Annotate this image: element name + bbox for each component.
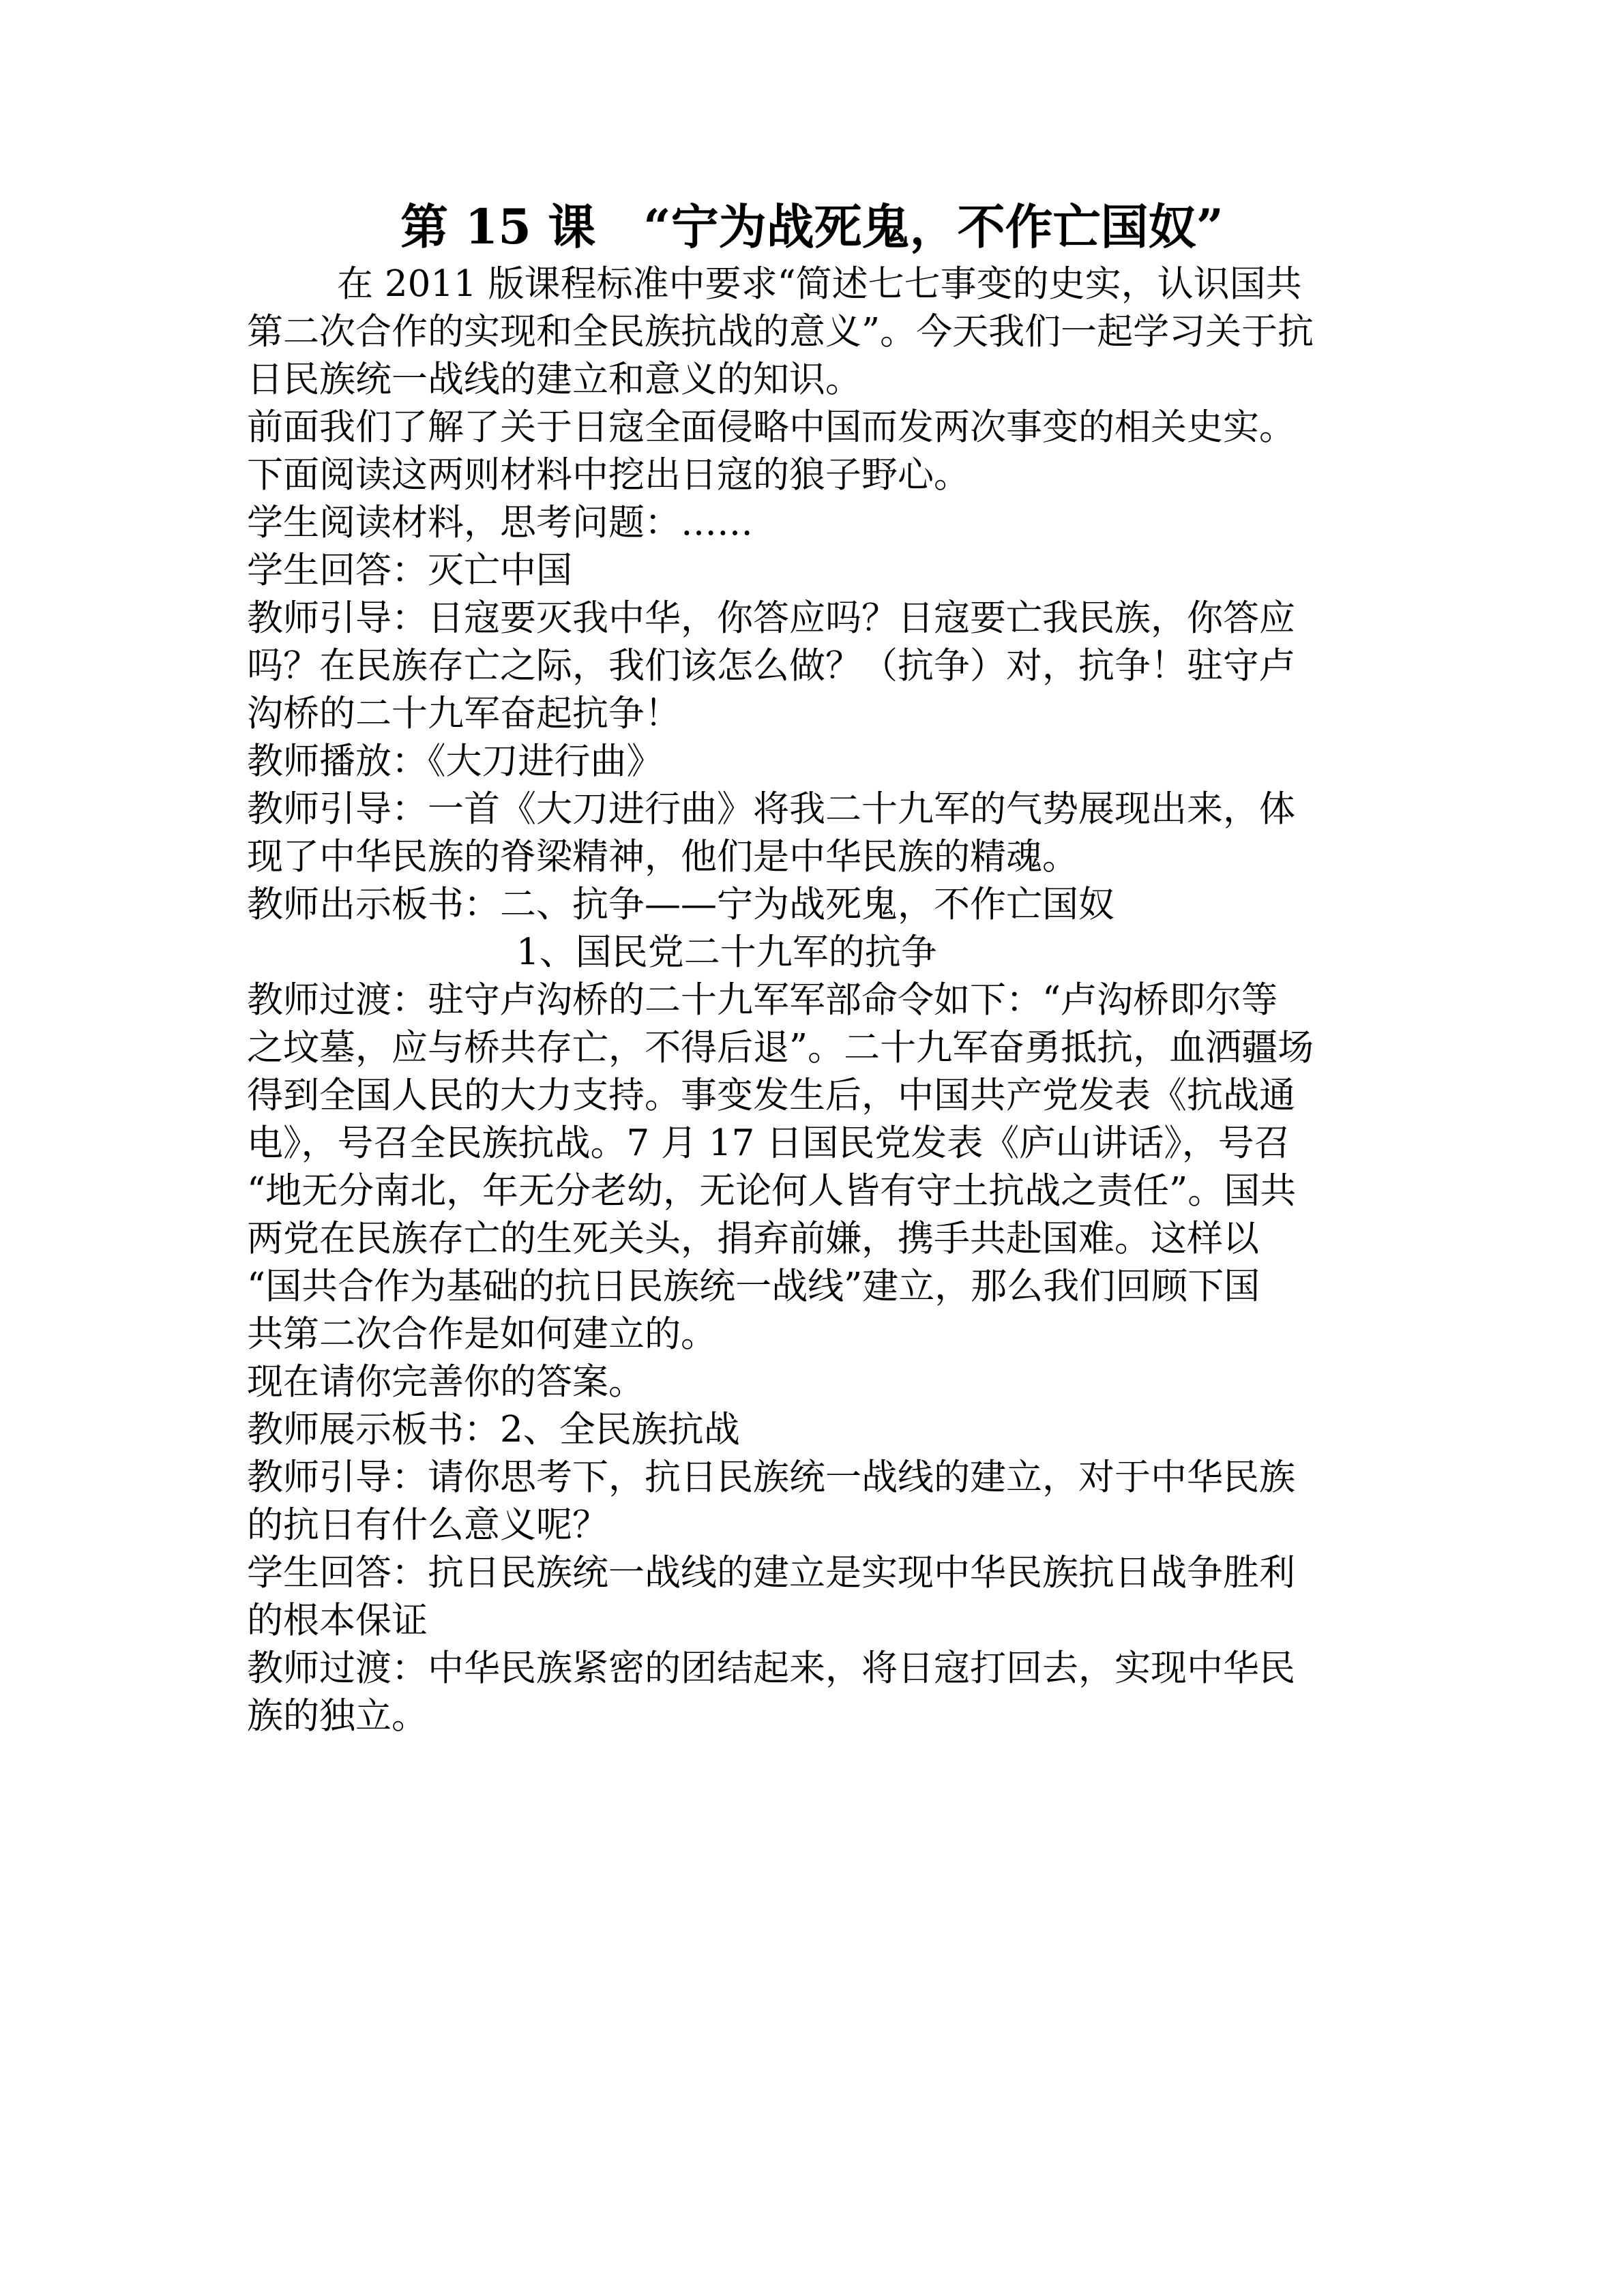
text-line: 教师过渡：驻守卢沟桥的二十九军军部命令如下：“卢沟桥即尔等 [247, 979, 1278, 1021]
text-line: 学生回答：灭亡中国 [247, 550, 572, 591]
text-line: 的抗日有什么意义呢？ [247, 1504, 608, 1546]
text-line: 得到全国人民的大力支持。事变发生后，中国共产党发表《抗战通 [247, 1075, 1295, 1116]
text-line: 教师出示板书：二、抗争——宁为战死鬼，不作亡国奴 [247, 884, 1114, 925]
text-line: 日民族统一战线的建立和意义的知识。 [247, 359, 861, 400]
text-line: 现在请你完善你的答案。 [247, 1361, 645, 1403]
text-line: 第二次合作的实现和全民族抗战的意义”。今天我们一起学习关于抗 [247, 311, 1314, 353]
text-line: 学生回答：抗日民族统一战线的建立是实现中华民族抗日战争胜利 [247, 1552, 1295, 1594]
text-line: 教师过渡：中华民族紧密的团结起来，将日寇打回去，实现中华民 [247, 1648, 1295, 1689]
text-line: “国共合作为基础的抗日民族统一战线”建立，那么我们回顾下国 [247, 1266, 1260, 1307]
text-line: “地无分南北，年无分老幼，无论何人皆有守土抗战之责任”。国共 [247, 1170, 1297, 1212]
text-line: 的根本保证 [247, 1600, 428, 1641]
text-line: 现了中华民族的脊梁精神，他们是中华民族的精魂。 [247, 836, 1078, 878]
text-line: 学生阅读材料，思考问题：…… [247, 502, 753, 543]
text-line: 吗？在民族存亡之际，我们该怎么做？（抗争）对，抗争！驻守卢 [247, 645, 1295, 687]
text-line: 共第二次合作是如何建立的。 [247, 1313, 717, 1355]
text-line: 前面我们了解了关于日寇全面侵略中国而发两次事变的相关史实。 [247, 406, 1295, 448]
text-line: 沟桥的二十九军奋起抗争！ [247, 693, 681, 734]
text-line: 在 2011 版课程标准中要求“简述七七事变的史实，认识国共 [337, 263, 1302, 305]
text-line: 电》，号召全民族抗战。7 月 17 日国民党发表《庐山讲话》，号召 [247, 1122, 1290, 1164]
text-line: 两党在民族存亡的生死关头，捐弃前嫌，携手共赴国难。这样以 [247, 1218, 1259, 1259]
text-line: 族的独立。 [247, 1695, 428, 1737]
text-line: 教师引导：日寇要灭我中华，你答应吗？日寇要亡我民族，你答应 [247, 597, 1295, 639]
text-line: 教师引导：一首《大刀进行曲》将我二十九军的气势展现出来，体 [247, 788, 1295, 830]
lesson-title: 第 15 课 “宁为战死鬼，不作亡国奴” [400, 198, 1224, 255]
text-line: 之坟墓，应与桥共存亡，不得后退”。二十九军奋勇抵抗，血洒疆场 [247, 1027, 1314, 1069]
text-line: 教师引导：请你思考下，抗日民族统一战线的建立，对于中华民族 [247, 1457, 1295, 1498]
board-subheading: 1、国民党二十九军的抗争 [516, 931, 937, 973]
text-line: 下面阅读这两则材料中挖出日寇的狼子野心。 [247, 454, 970, 496]
document-body [247, 260, 1372, 1740]
text-line: 教师展示板书：2、全民族抗战 [247, 1409, 740, 1450]
text-line: 教师播放：《大刀进行曲》 [247, 741, 663, 782]
